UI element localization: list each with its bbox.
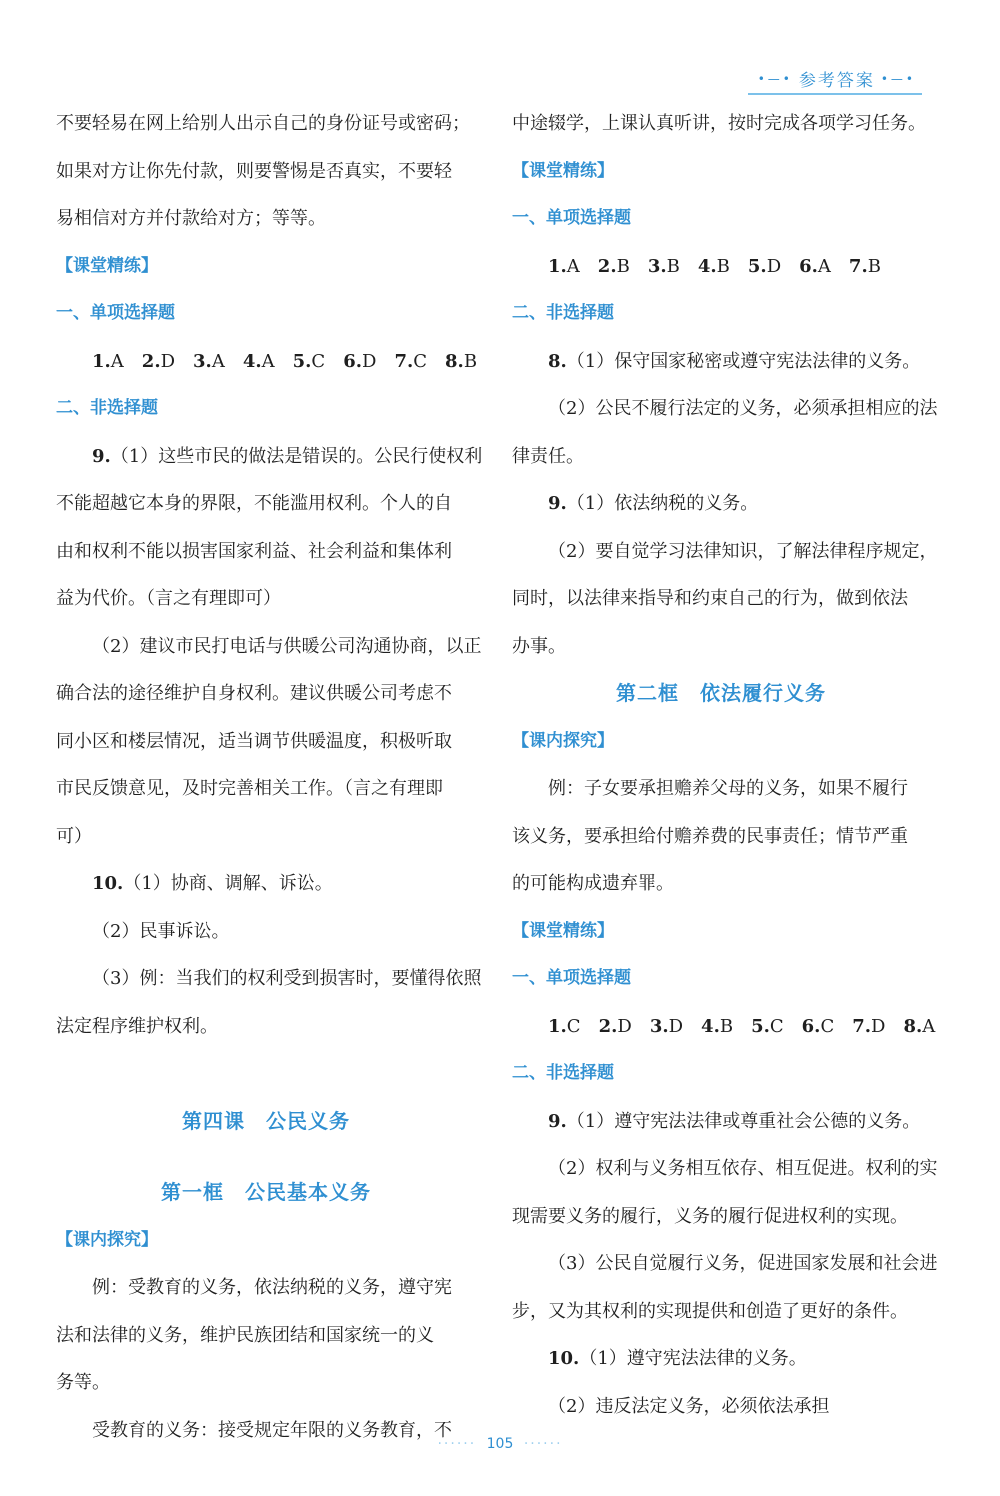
subsection-heading: 二、非选择题 <box>56 398 158 418</box>
text-line: 如果对方让你先付款，则要警惕是否真实，不要轻 <box>56 160 452 182</box>
answer-item: 1.A <box>92 350 124 372</box>
text-line: 步，又为其权利的实现提供和创造了更好的条件。 <box>512 1300 908 1322</box>
page-footer <box>0 1436 1000 1452</box>
answer-item: 2.D <box>141 350 176 372</box>
answer-item: 1.A <box>548 255 580 277</box>
text-line: 可） <box>56 825 92 847</box>
answer-item: 5.D <box>747 255 782 277</box>
answer-item: 5.C <box>292 350 326 372</box>
answer-item: 6.D <box>343 350 377 372</box>
spacer <box>56 1050 476 1098</box>
page-header <box>752 66 922 91</box>
answer-item: 1.C <box>548 1015 581 1037</box>
text-line: 受教育的义务：接受规定年限的义务教育，不 <box>92 1419 452 1441</box>
text-line: 同小区和楼层情况，适当调节供暖温度，积极听取 <box>56 730 452 752</box>
section-heading: 【课堂精练】 <box>512 160 614 181</box>
text-line: 由和权利不能以损害国家利益、社会利益和集体利 <box>56 540 452 562</box>
answer-item: 7.D <box>852 1015 886 1037</box>
text-line: 法定程序维护权利。 <box>56 1015 218 1037</box>
text-line: （3）例：当我们的权利受到损害时，要懂得依照 <box>92 968 482 989</box>
footer-dash-right: ······ <box>523 1436 563 1452</box>
text-line: 例：子女要承担赡养父母的义务，如果不履行 <box>548 778 908 799</box>
header-underline <box>748 93 922 95</box>
answer-item: 3.A <box>193 350 225 372</box>
answer-item: 2.B <box>597 255 630 277</box>
answer-item: 2.D <box>598 1015 632 1037</box>
answer-item: 4.B <box>701 1015 734 1037</box>
text-line: 8.（1）保守国家秘密或遵守宪法法律的义务。 <box>548 350 921 372</box>
header-dots-right: •—• <box>880 71 916 86</box>
answer-item: 4.A <box>242 350 275 372</box>
answer-item: 5.C <box>751 1015 784 1037</box>
subsection-heading: 一、单项选择题 <box>56 303 175 323</box>
answer-item: 8.A <box>903 1015 936 1037</box>
header-title: 参考答案 <box>798 71 875 91</box>
spacer <box>56 1145 476 1169</box>
answer-item: 6.A <box>799 255 831 277</box>
answer-item: 7.B <box>848 255 881 277</box>
text-line: 10.（1）遵守宪法法律的义务。 <box>548 1348 807 1369</box>
text-line: （2）公民不履行法定的义务，必须承担相应的法 <box>548 398 938 419</box>
text-line: 律责任。 <box>512 445 584 467</box>
text-line: （3）公民自觉履行义务，促进国家发展和社会进 <box>548 1253 938 1274</box>
answer-item: 3.B <box>647 255 680 277</box>
answer-row <box>56 338 476 386</box>
text-line: 易相信对方并付款给对方；等等。 <box>56 208 326 229</box>
text-line: 务等。 <box>56 1372 110 1393</box>
answer-item: 8.B <box>445 350 478 372</box>
page-number: 105 <box>486 1436 514 1452</box>
answer-item: 6.C <box>801 1015 835 1037</box>
subsection-heading: 一、单项选择题 <box>512 208 631 228</box>
text-line: 不要轻易在网上给别人出示自己的身份证号或密码； <box>56 113 470 134</box>
lesson-title: 第四课 公民义务 <box>182 1108 350 1133</box>
text-line: （2）民事诉讼。 <box>92 920 230 942</box>
text-line: 中途辍学，上课认真听讲，按时完成各项学习任务。 <box>512 113 926 134</box>
section-heading: 【课内探究】 <box>512 730 614 751</box>
answer-row <box>512 243 930 291</box>
text-line: 确合法的途径维护自身权利。建议供暖公司考虑不 <box>56 683 452 704</box>
subsection-heading: 一、单项选择题 <box>512 968 631 988</box>
text-line: 办事。 <box>512 635 566 657</box>
header-dots-left: •—• <box>757 71 793 86</box>
section-heading: 【课内探究】 <box>56 1229 158 1250</box>
right-column <box>512 100 938 1430</box>
text-line: 该义务，要承担给付赡养费的民事责任；情节严重 <box>512 825 908 847</box>
answer-row <box>512 1003 936 1051</box>
text-line: （2）要自觉学习法律知识，了解法律程序规定， <box>548 540 938 562</box>
text-line: 市民反馈意见，及时完善相关工作。（言之有理即 <box>56 778 443 799</box>
answer-item: 7.C <box>394 350 428 372</box>
text-line: 现需要义务的履行，义务的履行促进权利的实现。 <box>512 1205 908 1227</box>
frame-title: 第一框 公民基本义务 <box>161 1180 371 1204</box>
answer-item: 3.D <box>649 1015 684 1037</box>
text-line: 益为代价。（言之有理即可） <box>56 588 281 609</box>
text-line: 9.（1）这些市民的做法是错误的。公民行使权利 <box>92 445 483 467</box>
text-line: （2）权利与义务相互依存、相互促进。权利的实 <box>548 1158 938 1179</box>
text-line: 不能超越它本身的界限，不能滥用权利。个人的自 <box>56 493 452 514</box>
section-heading: 【课堂精练】 <box>56 255 158 276</box>
footer-dash-left: ······ <box>437 1436 477 1452</box>
text-line: （2）违反法定义务，必须依法承担 <box>548 1395 830 1417</box>
text-line: 同时，以法律来指导和约束自己的行为，做到依法 <box>512 588 908 609</box>
section-heading: 【课堂精练】 <box>512 920 614 941</box>
left-column <box>56 100 483 1454</box>
text-line: 法和法律的义务，维护民族团结和国家统一的义 <box>56 1324 434 1346</box>
text-line: 10.（1）协商、调解、诉讼。 <box>92 873 333 894</box>
frame-title: 第二框 依法履行义务 <box>616 681 826 705</box>
text-line: 例：受教育的义务，依法纳税的义务，遵守宪 <box>92 1277 452 1298</box>
text-line: 的可能构成遗弃罪。 <box>512 873 674 894</box>
answer-item: 4.B <box>697 255 730 277</box>
text-line: （2）建议市民打电话与供暖公司沟通协商，以正 <box>92 635 482 657</box>
text-line: 9.（1）依法纳税的义务。 <box>548 493 759 514</box>
subsection-heading: 二、非选择题 <box>512 303 614 323</box>
text-line: 9.（1）遵守宪法法律或尊重社会公德的义务。 <box>548 1110 921 1132</box>
subsection-heading: 二、非选择题 <box>512 1063 614 1083</box>
